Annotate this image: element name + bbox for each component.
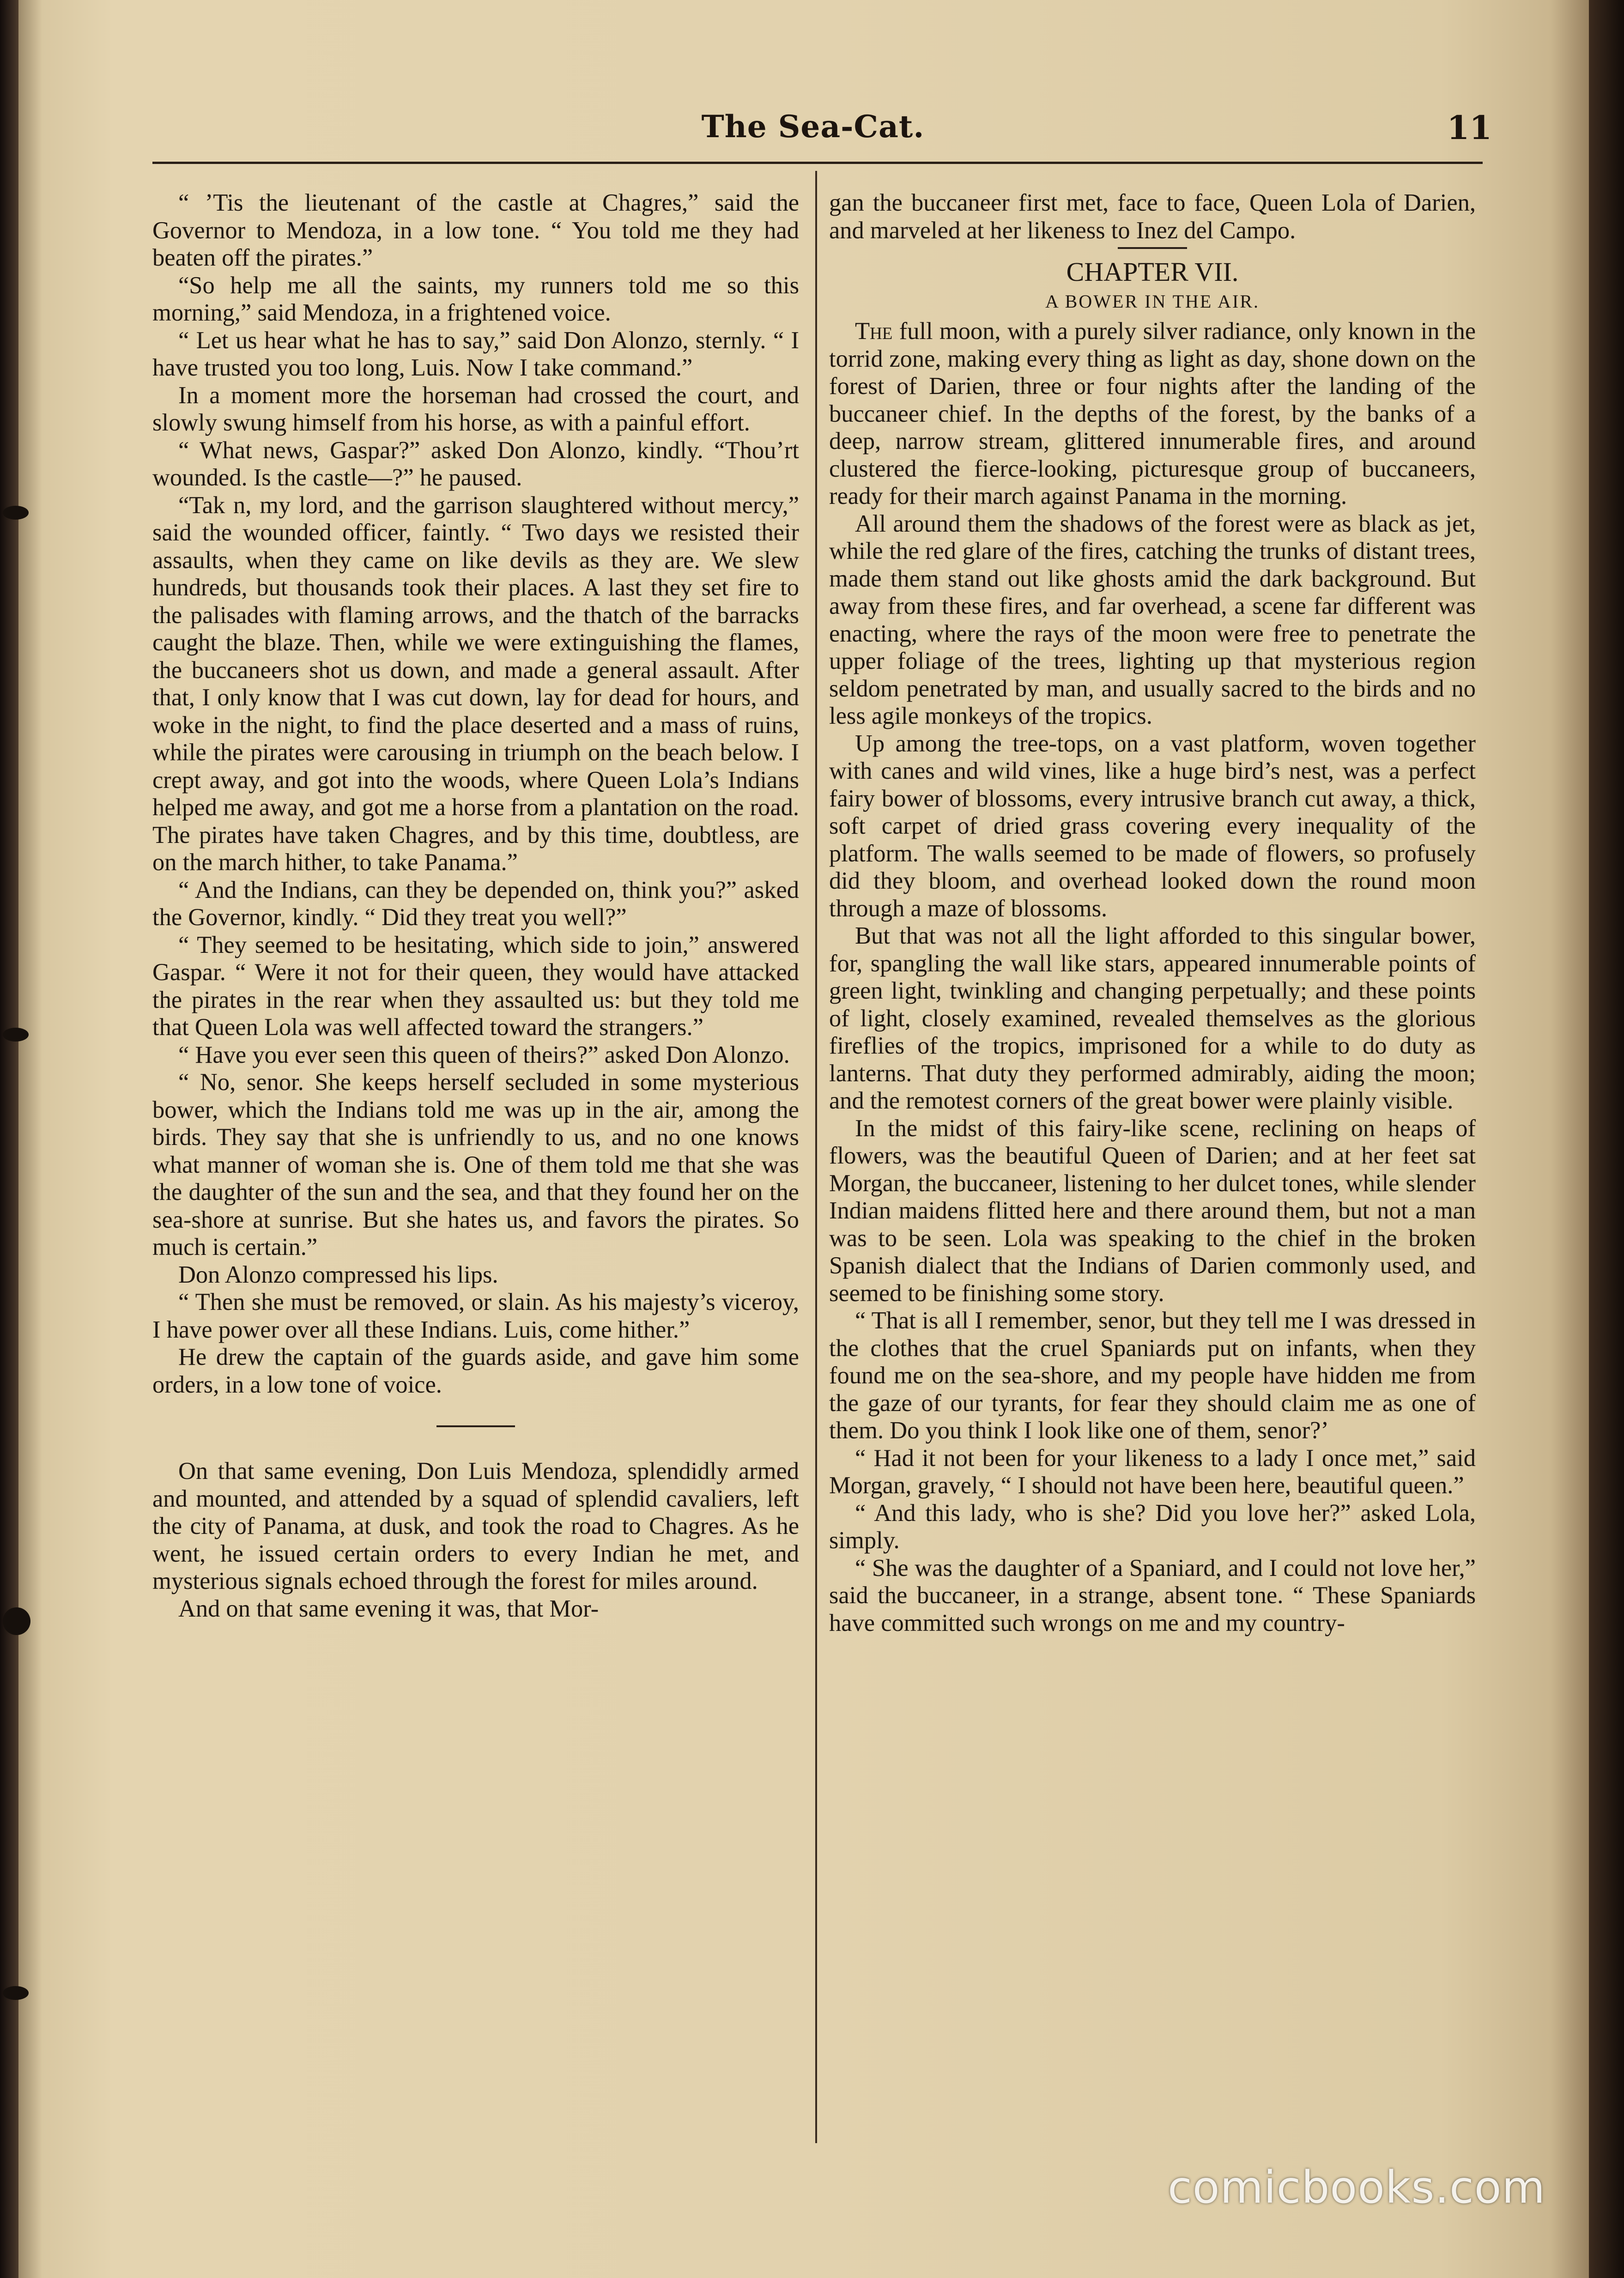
paragraph: “ That is all I remember, senor, but they tell me I was dressed in the clothes that the cruel Spaniards put on infants, when they found me on the sea-shore, and my people have hidden me from the gaze of our tyrants, for fear they should claim me as one of them. Do you think I look like one of them, senor?’ [829,1307,1476,1444]
column-divider [815,171,817,2143]
page-number: 11 [1447,109,1492,147]
paragraph: In the midst of this fairy-like scene, reclining on heaps of flowers, was the beautiful Queen of Darien; and at her feet sat Morgan, the buccaneer, listening to her dulcet tones, while slender Indian maidens flitted here and there around them, but not a man was to be seen. Lola was speaking to the chief in the broken Spanish dialect that the Indians of Darien commonly used, and seemed to be finishing some story. [829,1115,1476,1307]
paragraph: “ No, senor. She keeps herself secluded in some mysterious bower, which the Indians told me was up in the air, among the birds. They say that she is unfriendly to us, and no one knows what manner of woman she is. One of them told me that she was the daughter of the sun and the sea, and that they found her on the sea-shore at sunrise. But she hates us, and favors the pirates. So much is certain.” [152,1069,799,1260]
page-edge-shadow [1589,0,1624,2278]
chapter-rule [1118,247,1187,249]
paragraph: Don Alonzo compressed his lips. [178,1261,498,1288]
staple-mark [3,506,29,520]
paragraph: “ ’Tis the lieutenant of the castle at Chagres,” said the Governor to Mendoza, in a low tone. “ You told me they had beaten off the pirates.” [152,189,799,271]
drop-word: The [855,318,893,345]
staple-mark [3,1607,30,1635]
paragraph: “ What news, Gaspar?” asked Don Alonzo, kindly. “Thou’rt wounded. Is the castle—?” he paused. [152,436,799,491]
chapter-title: CHAPTER VII. [1066,257,1239,287]
header-rule [152,162,1483,164]
paragraph: “Tak n, my lord, and the garrison slaughtered without mercy,” said the wounded officer, faintly. “ Two days we resisted their assaults, when they came on like devils as they are. We slew hundreds, but thousands took their places. A last they set fire to the palisades with flaming arrows, and the thatch of the barracks caught the blaze. Then, while we were extinguishing the flames, the buccaneers shot us down, and made a general assault. After that, I only know that I was cut down, lay for dead for hours, and woke in the night, to find the place deserted and a mass of ruins, while the pirates were carousing in triumph on the beach below. I crept away, and got into the woods, where Queen Lola’s Indians helped me away, and got me a horse from a plantation on the road. The pirates have taken Chagres, and by this time, doubtless, are on the march hither, to take Panama.” [152,491,799,876]
running-title: The Sea-Cat. [701,109,925,145]
paragraph: “ Have you ever seen this queen of theirs?” asked Don Alonzo. [178,1041,790,1068]
staple-mark [3,1986,29,2000]
paragraph: “ Had it not been for your likeness to a lady I once met,” said Morgan, gravely, “ I should not have been here, beautiful queen.” [829,1444,1476,1499]
paragraph: On that same evening, Don Luis Mendoza, splendidly armed and mounted, and attended by a squad of splendid cavaliers, left the city of Panama, at dusk, and took the road to Chagres. As he went, he issued certain orders to every Indian he met, and mysterious signals echoed through the forest for miles around. [152,1458,799,1594]
right-column [829,189,1476,1637]
paragraph: In a moment more the horseman had crossed the court, and slowly swung himself from his horse, as with a painful effort. [152,382,799,436]
paragraph: All around them the shadows of the forest were as black as jet, while the red glare of the fires, catching the trunks of distant trees, made them stand out like ghosts amid the dark background. But away from these fires, and far overhead, a scene far different was enacting, where the rays of the moon were free to penetrate the upper foliage of the trees, lighting up that mysterious region seldom penetrated by man, and usually sacred to the birds and no less agile monkeys of the tropics. [829,510,1476,729]
paragraph: “ And the Indians, can they be depended on, think you?” asked the Governor, kindly. “ Did they treat you well?” [152,876,799,931]
paragraph: “ She was the daughter of a Spaniard, and I could not love her,” said the buccaneer, in a strange, absent tone. “ These Spaniards have committed such wrongs on me and my country- [829,1554,1476,1636]
staple-mark [3,1028,29,1042]
paragraph: “ And this lady, who is she? Did you love her?” asked Lola, simply. [829,1499,1476,1554]
paragraph: gan the buccaneer first met, face to face, Queen Lola of Darien, and marveled at her likeness to Inez del Campo. [829,189,1476,244]
paragraph: He drew the captain of the guards aside, and gave him some orders, in a low tone of voice. [152,1344,799,1398]
left-column [152,189,799,1623]
paragraph: “ Let us hear what he has to say,” said Don Alonzo, sternly. “ I have trusted you too long, Luis. Now I take command.” [152,327,799,381]
chapter-opening-paragraph [829,318,1476,510]
page-header [148,109,1492,159]
paragraph: And on that same evening it was, that Mor- [178,1595,599,1622]
chapter-subtitle: A BOWER IN THE AIR. [1045,291,1260,312]
watermark: comicbooks.com [1167,2162,1545,2213]
paragraph: Up among the tree-tops, on a vast platform, woven together with canes and wild vines, like a huge bird’s nest, was a perfect fairy bower of blossoms, every intrusive branch cut away, a thick, soft carpet of dried grass covering every inequality of the platform. The walls seemed to be made of flowers, so profusely did they bloom, and overhead looked down the round moon through a maze of blossoms. [829,730,1476,922]
paragraph: “So help me all the saints, my runners told me so this morning,” said Mendoza, in a frightened voice. [152,272,799,326]
section-separator-rule [436,1425,515,1427]
paragraph: “ They seemed to be hesitating, which side to join,” answered Gaspar. “ Were it not for their queen, they would have attacked the pirates in the rear when they assaulted us: but they told me that Queen Lola was well affected toward the strangers.” [152,931,799,1041]
paragraph-text: full moon, with a purely silver radiance, only known in the torrid zone, making every thing as light as day, shone down on the forest of Darien, three or four nights after the landing of the buccaneer chief. In the depths of the forest, by the banks of a deep, narrow stream, glittered innumerable fires, and around clustered the fierce-looking, picturesque group of buccaneers, ready for their march against Panama in the morning. [829,318,1476,509]
paragraph: “ Then she must be removed, or slain. As his majesty’s viceroy, I have power over all these Indians. Luis, come hither.” [152,1289,799,1343]
paragraph: But that was not all the light afforded to this singular bower, for, spangling the wall like stars, appeared innumerable points of green light, twinkling and changing perpetually; and these points of light, closely examined, revealed themselves as the glorious fireflies of the tropics, imprisoned for a while to do duty as lanterns. That duty they performed admirably, aiding the moon; and the remotest corners of the great bower were plainly visible. [829,922,1476,1114]
